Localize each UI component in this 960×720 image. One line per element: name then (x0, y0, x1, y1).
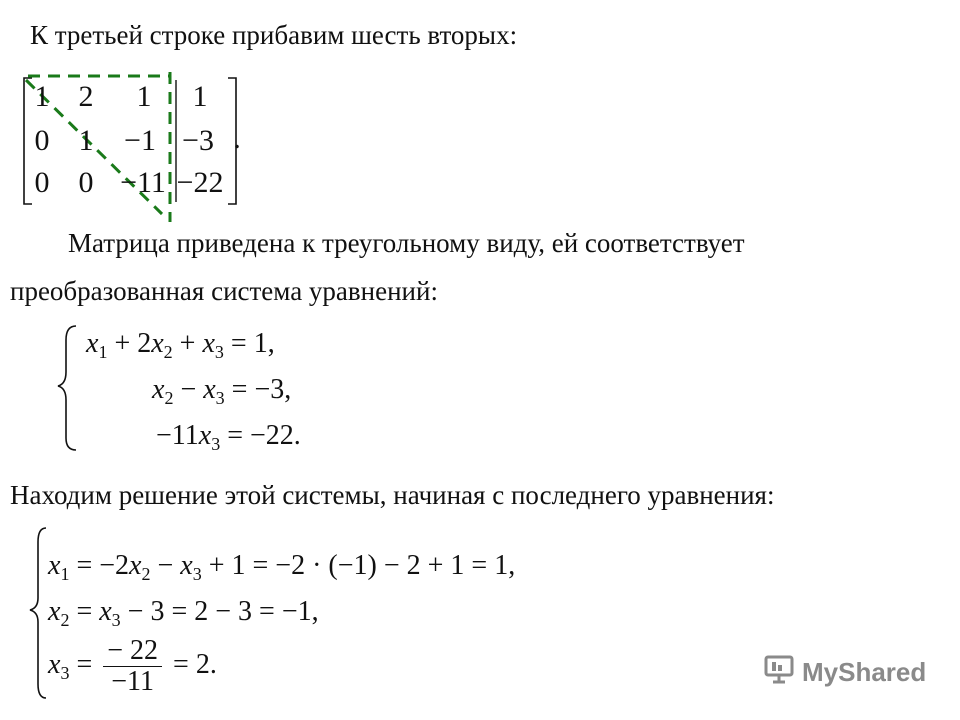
sys2-eq3: $x_3$ = $\frac{- 22}{-11}$ = 2. (48, 635, 217, 697)
triangular-line: Матрица приведена к треугольному виду, ей соответствует (68, 228, 745, 258)
fraction: $\frac{- 22}{-11}$ (103, 636, 162, 697)
sys2-eq2: $x_2 = x_3 - 3 = 2 - 3 = -1$, (48, 596, 319, 630)
m-r3-c1: 0 (34, 166, 50, 199)
sys2-eq1: $x_1 = -2x_2 - x_3 + 1 = -2 \cdot (-1) - 2 + 1 = 1$, (48, 550, 516, 584)
m-r3-c4: −22 (176, 166, 224, 199)
m-r2-c4: −3 (182, 124, 214, 157)
m-r2-c2: 1 (78, 124, 94, 157)
m-r3-c2: 0 (78, 166, 94, 199)
m-r2-c3: −1 (124, 124, 156, 157)
system-intro-line: преобразованная система уравнений: (10, 276, 438, 306)
m-r1-c3: 1 (136, 80, 152, 113)
m-r1-c2: 2 (78, 80, 94, 113)
sys1-eq1: $x_1 + 2x_2 + x_3 = 1$, (86, 328, 275, 362)
m-r1-c4: 1 (192, 80, 208, 113)
sys1-eq2: $x_2 - x_3 = -3$, (152, 374, 292, 408)
m-r3-c3: −11 (120, 166, 166, 199)
solution-intro-line: Находим решение этой системы, начиная с последнего уравнения: (10, 480, 775, 510)
sys1-eq3: $-11x_3 = -22$. (156, 420, 301, 454)
m-r2-c1: 0 (34, 124, 50, 157)
logo-label: MyShared (802, 657, 927, 687)
m-r1-c1: 1 (34, 80, 50, 113)
matrix-period: . (233, 122, 241, 155)
presentation-icon (764, 654, 796, 691)
intro-line: К третьей строке прибавим шесть вторых: (30, 20, 518, 50)
myshared-logo (764, 654, 926, 691)
